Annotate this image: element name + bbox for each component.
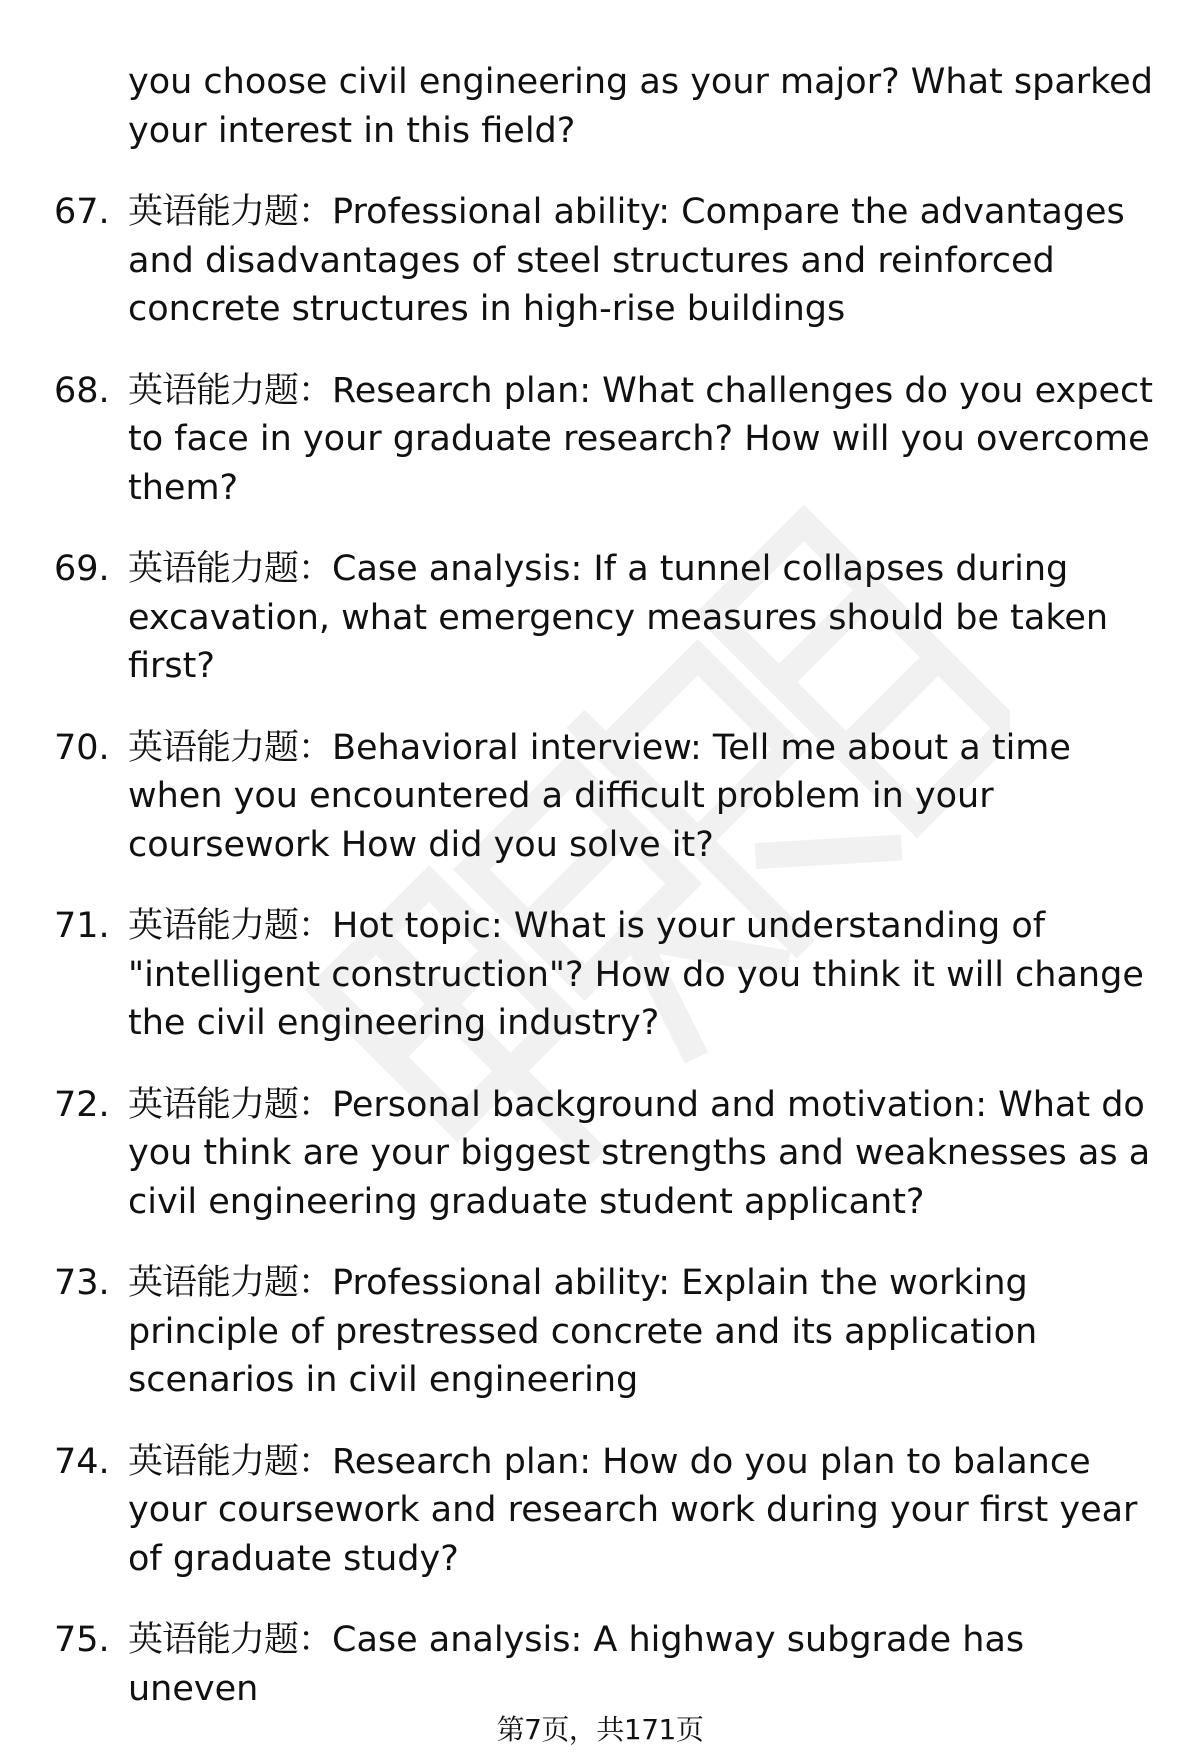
question-tag: 英语能力题： (128, 1263, 333, 1303)
question-body (128, 1259, 1154, 1405)
question-body (128, 1438, 1154, 1584)
question-text: Professional ability: Explain the working principle of prestressed concrete and its application scenarios in civil engineering (128, 1263, 1038, 1400)
question-body (128, 724, 1154, 870)
question-text: Case analysis: If a tunnel collapses during excavation, what emergency measures should be taken first? (128, 549, 1109, 686)
question-number: 67. (54, 192, 110, 232)
list-item (54, 724, 1154, 870)
question-tag: 英语能力题： (128, 370, 333, 411)
question-text: Case analysis: A highway subgrade has uneven (128, 1620, 1025, 1709)
list-item (54, 902, 1154, 1048)
list-item (54, 1616, 1154, 1713)
question-number: 69. (54, 549, 110, 589)
question-text: Behavioral interview: Tell me about a time when you encountered a difficult problem in your coursework How did you solve it? (128, 727, 1071, 865)
document-body (54, 58, 1154, 1713)
question-tag: 英语能力题： (128, 1084, 333, 1125)
continued-question-text: you choose civil engineering as your major? What sparked your interest in this field? (128, 62, 1153, 151)
question-body (128, 545, 1154, 691)
list-item (54, 1259, 1154, 1405)
question-text: Research plan: How do you plan to balance your coursework and research work during your first year of graduate study? (128, 1441, 1138, 1579)
question-number: 73. (54, 1263, 110, 1303)
question-body (128, 1616, 1154, 1713)
question-number: 72. (54, 1084, 110, 1125)
list-item (54, 188, 1154, 334)
question-list (54, 188, 1154, 1713)
question-body (128, 902, 1154, 1048)
question-tag: 英语能力题： (128, 727, 333, 768)
question-number: 75. (54, 1620, 110, 1660)
question-number: 71. (54, 906, 110, 946)
page-number-footer: 第7页，共171页 (496, 1713, 704, 1746)
question-text: Personal background and motivation: What do you think are your biggest strengths and weaknesses as a civil engineering graduate student applicant? (128, 1084, 1151, 1222)
list-item (54, 1081, 1154, 1227)
question-body (128, 188, 1154, 334)
question-tag: 英语能力题： (128, 1441, 333, 1482)
question-tag: 英语能力题： (128, 1620, 333, 1660)
list-item (54, 367, 1154, 513)
question-body (128, 1081, 1154, 1227)
list-item (54, 1438, 1154, 1584)
question-tag: 英语能力题： (128, 192, 333, 232)
question-text: Hot topic: What is your understanding of "intelligent construction"? How do you think it will change the civil engineering industry? (128, 906, 1144, 1043)
question-tag: 英语能力题： (128, 906, 333, 946)
question-number: 74. (54, 1441, 110, 1482)
list-item (54, 545, 1154, 691)
question-number: 68. (54, 370, 110, 411)
question-body (128, 367, 1154, 513)
question-text: Professional ability: Compare the advantages and disadvantages of steel structures and reinforced concrete structures in high-rise buildings (128, 192, 1125, 329)
question-number: 70. (54, 727, 110, 768)
question-tag: 英语能力题： (128, 549, 333, 589)
question-text: Research plan: What challenges do you expect to face in your graduate research? How will you overcome them? (128, 370, 1153, 508)
